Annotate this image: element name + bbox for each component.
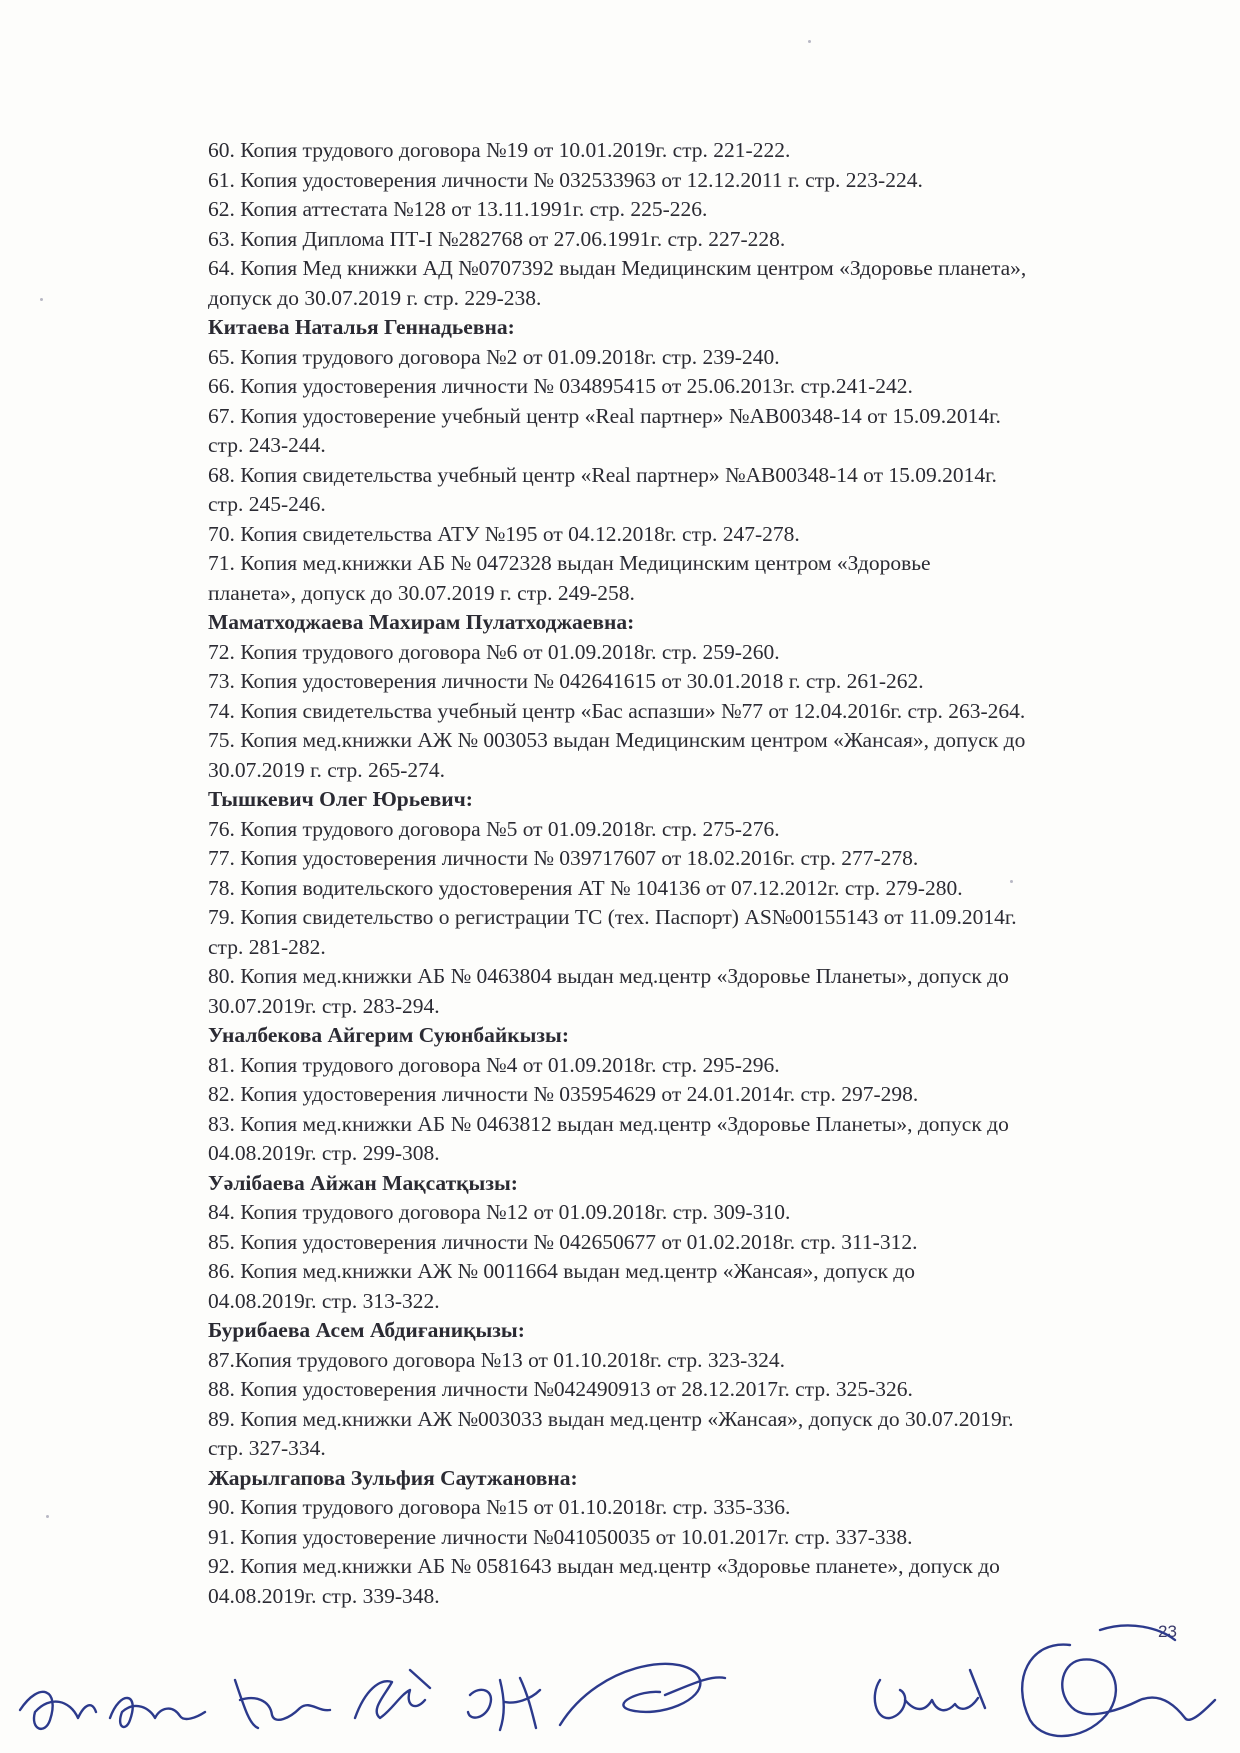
list-item <box>208 1523 1168 1553</box>
text-line: 62. Копия аттестата №128 от 13.11.1991г. стр. 225-226. <box>208 197 708 221</box>
text-line: 66. Копия удостоверения личности № 034895415 от 25.06.2013г. стр.241-242. <box>208 374 913 398</box>
text-line: 90. Копия трудового договора №15 от 01.10.2018г. стр. 335-336. <box>208 1495 791 1519</box>
text-line: 61. Копия удостоверения личности № 032533963 от 12.12.2011 г. стр. 223-224. <box>208 167 923 192</box>
signature-7 <box>875 1670 985 1718</box>
list-item <box>208 1405 1168 1464</box>
text-line: стр. 243-244. <box>208 433 326 457</box>
list-item <box>208 166 1168 196</box>
text-line: Тышкевич Олег Юрьевич: <box>208 787 473 811</box>
page-number: 23 <box>1158 1622 1177 1641</box>
list-item <box>208 903 1168 962</box>
text-line: 81. Копия трудового договора №4 от 01.09.2018г. стр. 295-296. <box>208 1052 780 1077</box>
scan-speck <box>46 1515 49 1518</box>
text-line: 04.08.2019г. стр. 299-308. <box>208 1141 440 1165</box>
list-item <box>208 254 1168 313</box>
list-item <box>208 962 1168 1021</box>
text-line: 71. Копия мед.книжки АБ № 0472328 выдан Медицинским центром «Здоровье <box>208 551 931 575</box>
signature-1 <box>20 1692 96 1729</box>
list-item <box>208 1346 1168 1376</box>
text-line: 60. Копия трудового договора №19 от 10.01.2019г. стр. 221-222. <box>208 138 791 162</box>
list-item <box>208 372 1168 402</box>
text-line: 63. Копия Диплома ПТ-I №282768 от 27.06.1991г. стр. 227-228. <box>208 226 786 251</box>
text-line: стр. 245-246. <box>208 492 326 516</box>
list-item <box>208 1198 1168 1228</box>
list-item <box>208 136 1168 166</box>
document-body <box>208 136 1168 1611</box>
text-line: 82. Копия удостоверения личности № 035954629 от 24.01.2014г. стр. 297-298. <box>208 1082 919 1106</box>
person-heading <box>208 1169 1168 1199</box>
list-item <box>208 343 1168 373</box>
signature-8 <box>1022 1645 1215 1736</box>
list-item <box>208 1228 1168 1258</box>
signature-2 <box>110 1698 205 1727</box>
list-item <box>208 697 1168 727</box>
list-item <box>208 1080 1168 1110</box>
text-line: 73. Копия удостоверения личности № 042641615 от 30.01.2018 г. стр. 261-262. <box>208 669 924 693</box>
text-line: 04.08.2019г. стр. 313-322. <box>208 1288 440 1313</box>
scan-speck <box>1010 880 1013 883</box>
list-item <box>208 844 1168 874</box>
text-line: 77. Копия удостоверения личности № 039717607 от 18.02.2016г. стр. 277-278. <box>208 846 919 870</box>
person-heading <box>208 1021 1168 1051</box>
signature-3 <box>235 1680 330 1728</box>
signatures-row <box>0 1600 1240 1753</box>
text-line: 65. Копия трудового договора №2 от 01.09.2018г. стр. 239-240. <box>208 344 780 369</box>
list-item <box>208 638 1168 668</box>
text-line: 83. Копия мед.книжки АБ № 0463812 выдан мед.центр «Здоровье Планеты», допуск до <box>208 1111 1009 1136</box>
text-line: 89. Копия мед.книжки АЖ №003033 выдан мед.центр «Жансая», допуск до 30.07.2019г. <box>208 1406 1014 1431</box>
list-item <box>208 402 1168 461</box>
text-line: 80. Копия мед.книжки АБ № 0463804 выдан мед.центр «Здоровье Планеты», допуск до <box>208 964 1009 988</box>
person-heading <box>208 785 1168 815</box>
text-line: 72. Копия трудового договора №6 от 01.09.2018г. стр. 259-260. <box>208 639 780 664</box>
text-line: Маматходжаева Махирам Пулатходжаевна: <box>208 610 635 634</box>
scan-speck <box>40 298 43 301</box>
text-line: 74. Копия свидетельства учебный центр «Бас аспазши» №77 от 12.04.2016г. стр. 263-264. <box>208 698 1026 723</box>
text-line: 75. Копия мед.книжки АЖ № 003053 выдан Медицинским центром «Жансая», допуск до <box>208 728 1026 752</box>
text-line: 30.07.2019 г. стр. 265-274. <box>208 757 446 782</box>
text-line: 85. Копия удостоверения личности № 042650677 от 01.02.2018г. стр. 311-312. <box>208 1229 918 1254</box>
signature-8-flourish <box>1100 1625 1175 1640</box>
list-item <box>208 549 1168 608</box>
signature-5 <box>468 1678 540 1730</box>
list-item <box>208 1375 1168 1405</box>
text-line: 68. Копия свидетельства учебный центр «Real партнер» №АВ00348-14 от 15.09.2014г. <box>208 462 997 487</box>
person-heading <box>208 313 1168 343</box>
text-line: 84. Копия трудового договора №12 от 01.09.2018г. стр. 309-310. <box>208 1200 791 1224</box>
text-line: 78. Копия водительского удостоверения АТ № 104136 от 07.12.2012г. стр. 279-280. <box>208 875 963 900</box>
text-line: Бурибаева Асем Абдиғаниқызы: <box>208 1318 525 1342</box>
text-line: 67. Копия удостоверение учебный центр «Real партнер» №АВ00348-14 от 15.09.2014г. <box>208 403 1001 428</box>
text-line: 64. Копия Мед книжки АД №0707392 выдан Медицинским центром «Здоровье планета», <box>208 256 1027 280</box>
list-item <box>208 667 1168 697</box>
list-item <box>208 225 1168 255</box>
text-line: допуск до 30.07.2019 г. стр. 229-238. <box>208 285 542 310</box>
list-item <box>208 726 1168 785</box>
list-item <box>208 520 1168 550</box>
text-line: 86. Копия мед.книжки АЖ № 0011664 выдан мед.центр «Жансая», допуск до <box>208 1259 915 1283</box>
text-line: 88. Копия удостоверения личности №042490913 от 28.12.2017г. стр. 325-326. <box>208 1377 913 1401</box>
text-line: 91. Копия удостоверение личности №041050035 от 10.01.2017г. стр. 337-338. <box>208 1524 913 1549</box>
list-item <box>208 1110 1168 1169</box>
list-item <box>208 461 1168 520</box>
signature-4 <box>355 1670 430 1718</box>
text-line: 87.Копия трудового договора №13 от 01.10.2018г. стр. 323-324. <box>208 1347 785 1372</box>
signature-6 <box>560 1664 725 1725</box>
text-line: стр. 281-282. <box>208 934 326 959</box>
text-line: 30.07.2019г. стр. 283-294. <box>208 993 440 1018</box>
list-item <box>208 1051 1168 1081</box>
text-line: Китаева Наталья Геннадьевна: <box>208 315 515 339</box>
scan-speck <box>808 40 811 43</box>
text-line: 76. Копия трудового договора №5 от 01.09.2018г. стр. 275-276. <box>208 816 780 841</box>
text-line: Уәлібаева Айжан Мақсатқызы: <box>208 1170 518 1195</box>
list-item <box>208 195 1168 225</box>
text-line: 70. Копия свидетельства АТУ №195 от 04.12.2018г. стр. 247-278. <box>208 521 800 546</box>
list-item <box>208 1257 1168 1316</box>
text-line: планета», допуск до 30.07.2019 г. стр. 249-258. <box>208 580 635 605</box>
text-line: Уналбекова Айгерим Суюнбайкызы: <box>208 1023 569 1047</box>
person-heading <box>208 608 1168 638</box>
list-item <box>208 874 1168 904</box>
text-line: Жарылгапова Зульфия Саутжановна: <box>208 1465 578 1490</box>
person-heading <box>208 1316 1168 1346</box>
text-line: 79. Копия свидетельство о регистрации ТС (тех. Паспорт) AS№00155143 от 11.09.2014г. <box>208 905 1017 929</box>
list-item <box>208 1493 1168 1523</box>
text-line: 92. Копия мед.книжки АБ № 0581643 выдан мед.центр «Здоровье планете», допуск до <box>208 1554 1000 1578</box>
list-item <box>208 815 1168 845</box>
text-line: 04.08.2019г. стр. 339-348. <box>208 1583 440 1608</box>
text-line: стр. 327-334. <box>208 1436 326 1460</box>
person-heading <box>208 1464 1168 1494</box>
